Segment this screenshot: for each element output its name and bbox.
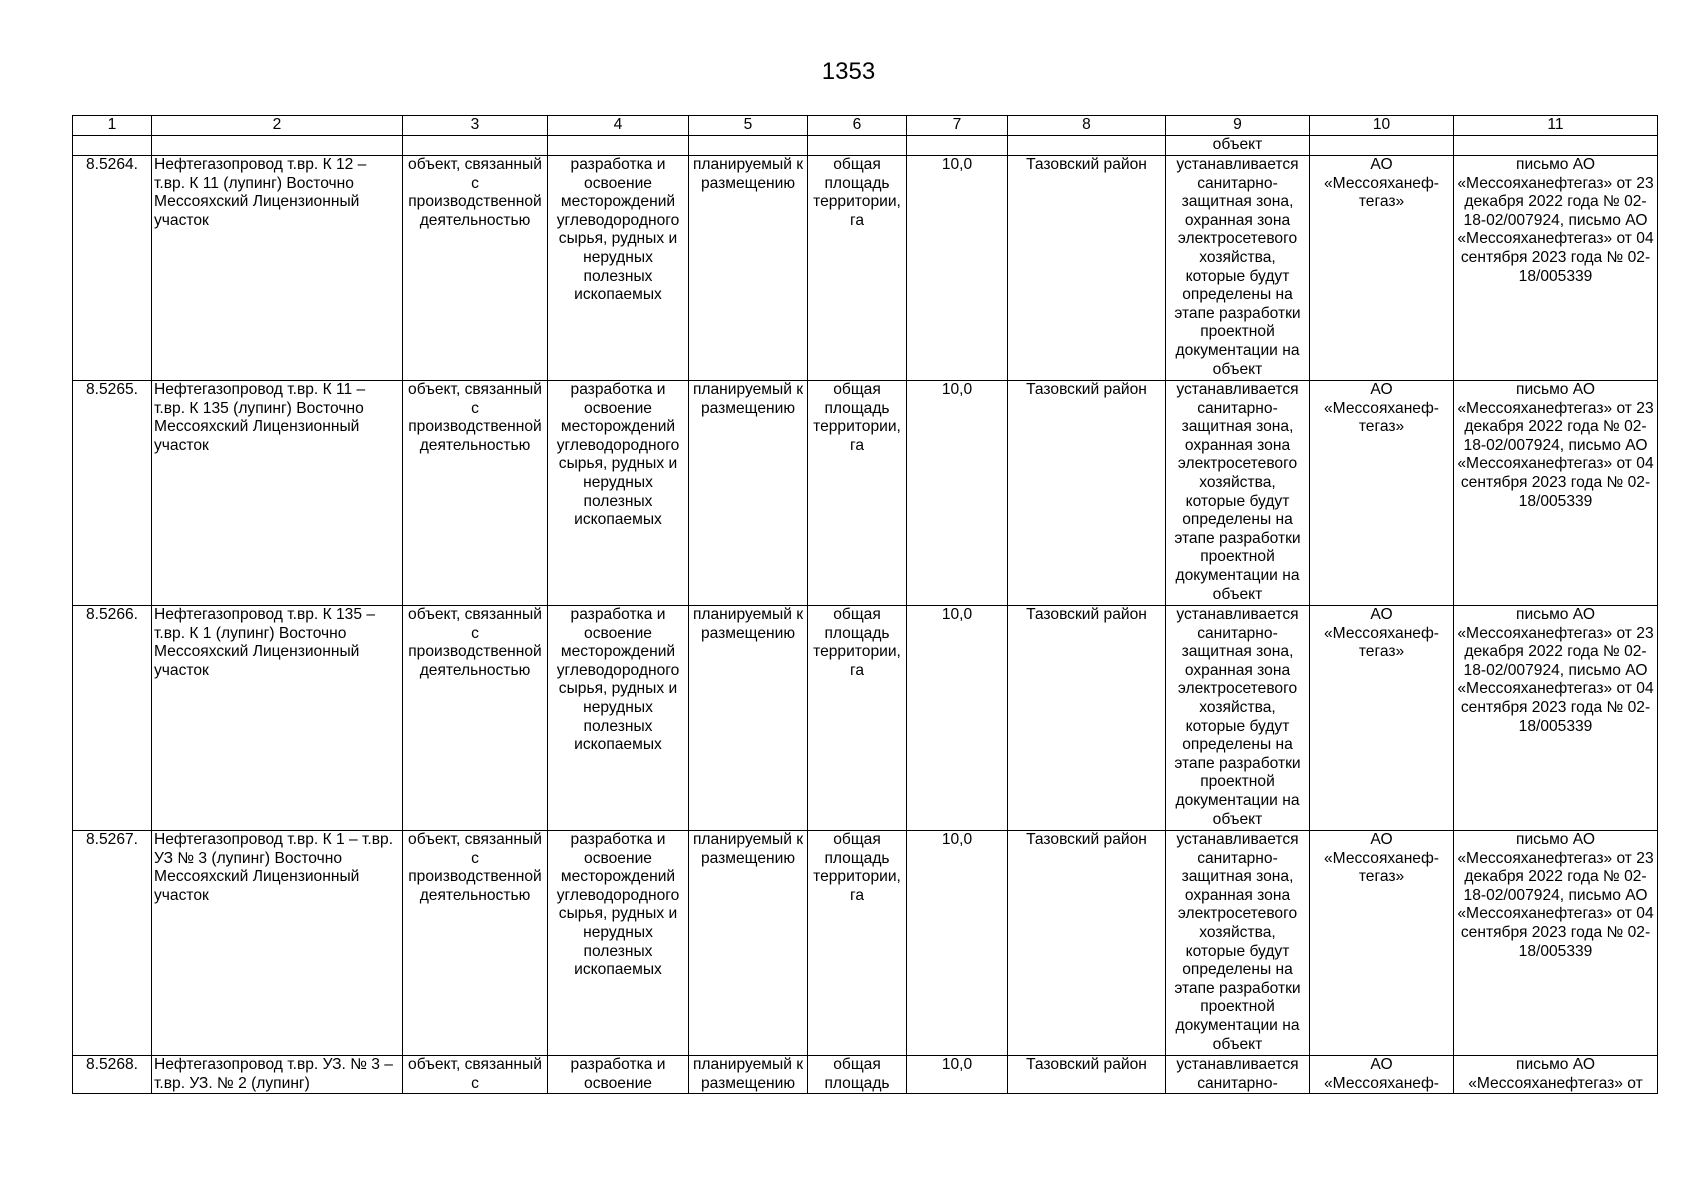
row-id: 8.5266. bbox=[73, 606, 152, 831]
table-row bbox=[73, 1056, 1658, 1094]
column-number: 9 bbox=[1166, 116, 1310, 136]
object-name: Нефтегазопровод т.вр. К 12 – т.вр. К 11 (лупинг) Восточно Мессояхский Лицензионный участок bbox=[152, 156, 403, 381]
table-row bbox=[73, 381, 1658, 606]
object-value: 10,0 bbox=[907, 156, 1008, 381]
object-location: Тазовский район bbox=[1008, 831, 1166, 1056]
object-value: 10,0 bbox=[907, 381, 1008, 606]
object-basis: письмо АО «Мессояханефтегаз» от 23 декабря 2022 года № 02-18-02/007924, письмо АО «Мессояханефтегаз» от 04 сентября 2023 года № 02-18/005339 bbox=[1454, 156, 1658, 381]
object-basis: письмо АО «Мессояханефтегаз» от bbox=[1454, 1056, 1658, 1094]
column-number: 5 bbox=[689, 116, 808, 136]
object-name: Нефтегазопровод т.вр. К 1 – т.вр. УЗ № 3 (лупинг) Восточно Мессояхский Лицензионный участок bbox=[152, 831, 403, 1056]
column-number: 7 bbox=[907, 116, 1008, 136]
object-status: планируемый к размещению bbox=[689, 831, 808, 1056]
zones-cell: устанавливается санитарно-защитная зона, охранная зона электросетевого хозяйства, которые будут определены на этапе разработки проектной документации на объект bbox=[1166, 606, 1310, 831]
object-type: объект, связанный с производственной деятельностью bbox=[403, 831, 548, 1056]
column-number-row bbox=[73, 116, 1658, 136]
column-number: 2 bbox=[152, 116, 403, 136]
object-name: Нефтегазопровод т.вр. К 135 – т.вр. К 1 (лупинг) Восточно Мессояхский Лицензионный участок bbox=[152, 606, 403, 831]
column-number: 4 bbox=[548, 116, 689, 136]
object-location: Тазовский район bbox=[1008, 1056, 1166, 1094]
object-purpose: разработка и освоение bbox=[548, 1056, 689, 1094]
object-value: 10,0 bbox=[907, 606, 1008, 831]
object-owner: АО «Мессояханеф-тегаз» bbox=[1310, 831, 1454, 1056]
object-purpose: разработка и освоение месторождений углеводородного сырья, рудных и нерудных полезных ископаемых bbox=[548, 381, 689, 606]
object-basis: письмо АО «Мессояханефтегаз» от 23 декабря 2022 года № 02-18-02/007924, письмо АО «Мессояханефтегаз» от 04 сентября 2023 года № 02-18/005339 bbox=[1454, 831, 1658, 1056]
column-number: 6 bbox=[808, 116, 907, 136]
object-purpose: разработка и освоение месторождений углеводородного сырья, рудных и нерудных полезных ископаемых bbox=[548, 156, 689, 381]
objects-table bbox=[72, 115, 1658, 1094]
object-type: объект, связанный с производственной деятельностью bbox=[403, 606, 548, 831]
zones-cell: устанавливается санитарно- bbox=[1166, 1056, 1310, 1094]
object-owner: АО «Мессояханеф-тегаз» bbox=[1310, 156, 1454, 381]
row-id: 8.5267. bbox=[73, 831, 152, 1056]
continuation-row bbox=[73, 136, 1658, 156]
column-number: 1 bbox=[73, 116, 152, 136]
object-owner: АО «Мессояханеф-тегаз» bbox=[1310, 606, 1454, 831]
table-row bbox=[73, 606, 1658, 831]
object-location: Тазовский район bbox=[1008, 606, 1166, 831]
column-number: 8 bbox=[1008, 116, 1166, 136]
object-characteristic: общая площадь территории, га bbox=[808, 606, 907, 831]
object-status: планируемый к размещению bbox=[689, 606, 808, 831]
object-characteristic: общая площадь территории, га bbox=[808, 831, 907, 1056]
object-status: планируемый к размещению bbox=[689, 156, 808, 381]
object-name: Нефтегазопровод т.вр. К 11 – т.вр. К 135 (лупинг) Восточно Мессояхский Лицензионный участок bbox=[152, 381, 403, 606]
object-basis: письмо АО «Мессояханефтегаз» от 23 декабря 2022 года № 02-18-02/007924, письмо АО «Мессояханефтегаз» от 04 сентября 2023 года № 02-18/005339 bbox=[1454, 381, 1658, 606]
object-owner: АО «Мессояханеф-тегаз» bbox=[1310, 381, 1454, 606]
object-purpose: разработка и освоение месторождений углеводородного сырья, рудных и нерудных полезных ископаемых bbox=[548, 831, 689, 1056]
object-purpose: разработка и освоение месторождений углеводородного сырья, рудных и нерудных полезных ископаемых bbox=[548, 606, 689, 831]
object-name: Нефтегазопровод т.вр. УЗ. № 3 – т.вр. УЗ. № 2 (лупинг) bbox=[152, 1056, 403, 1094]
column-number: 10 bbox=[1310, 116, 1454, 136]
zones-cell: устанавливается санитарно-защитная зона, охранная зона электросетевого хозяйства, которые будут определены на этапе разработки проектной документации на объект bbox=[1166, 831, 1310, 1056]
object-location: Тазовский район bbox=[1008, 156, 1166, 381]
zones-cell: устанавливается санитарно-защитная зона, охранная зона электросетевого хозяйства, которые будут определены на этапе разработки проектной документации на объект bbox=[1166, 156, 1310, 381]
object-characteristic: общая площадь bbox=[808, 1056, 907, 1094]
row-id: 8.5265. bbox=[73, 381, 152, 606]
object-type: объект, связанный с производственной деятельностью bbox=[403, 381, 548, 606]
object-type: объект, связанный с bbox=[403, 1056, 548, 1094]
object-status: планируемый к размещению bbox=[689, 381, 808, 606]
object-value: 10,0 bbox=[907, 831, 1008, 1056]
page-number: 1353 bbox=[821, 58, 876, 85]
object-type: объект, связанный с производственной деятельностью bbox=[403, 156, 548, 381]
zones-cell: объект bbox=[1166, 136, 1310, 156]
column-number: 11 bbox=[1454, 116, 1658, 136]
object-basis: письмо АО «Мессояханефтегаз» от 23 декабря 2022 года № 02-18-02/007924, письмо АО «Мессояханефтегаз» от 04 сентября 2023 года № 02-18/005339 bbox=[1454, 606, 1658, 831]
object-status: планируемый к размещению bbox=[689, 1056, 808, 1094]
object-value: 10,0 bbox=[907, 1056, 1008, 1094]
row-id: 8.5264. bbox=[73, 156, 152, 381]
object-location: Тазовский район bbox=[1008, 381, 1166, 606]
zones-cell: устанавливается санитарно-защитная зона, охранная зона электросетевого хозяйства, которые будут определены на этапе разработки проектной документации на объект bbox=[1166, 381, 1310, 606]
object-characteristic: общая площадь территории, га bbox=[808, 381, 907, 606]
column-number: 3 bbox=[403, 116, 548, 136]
object-owner: АО «Мессояханеф- bbox=[1310, 1056, 1454, 1094]
table-row bbox=[73, 831, 1658, 1056]
object-characteristic: общая площадь территории, га bbox=[808, 156, 907, 381]
table-row bbox=[73, 156, 1658, 381]
row-id: 8.5268. bbox=[73, 1056, 152, 1094]
